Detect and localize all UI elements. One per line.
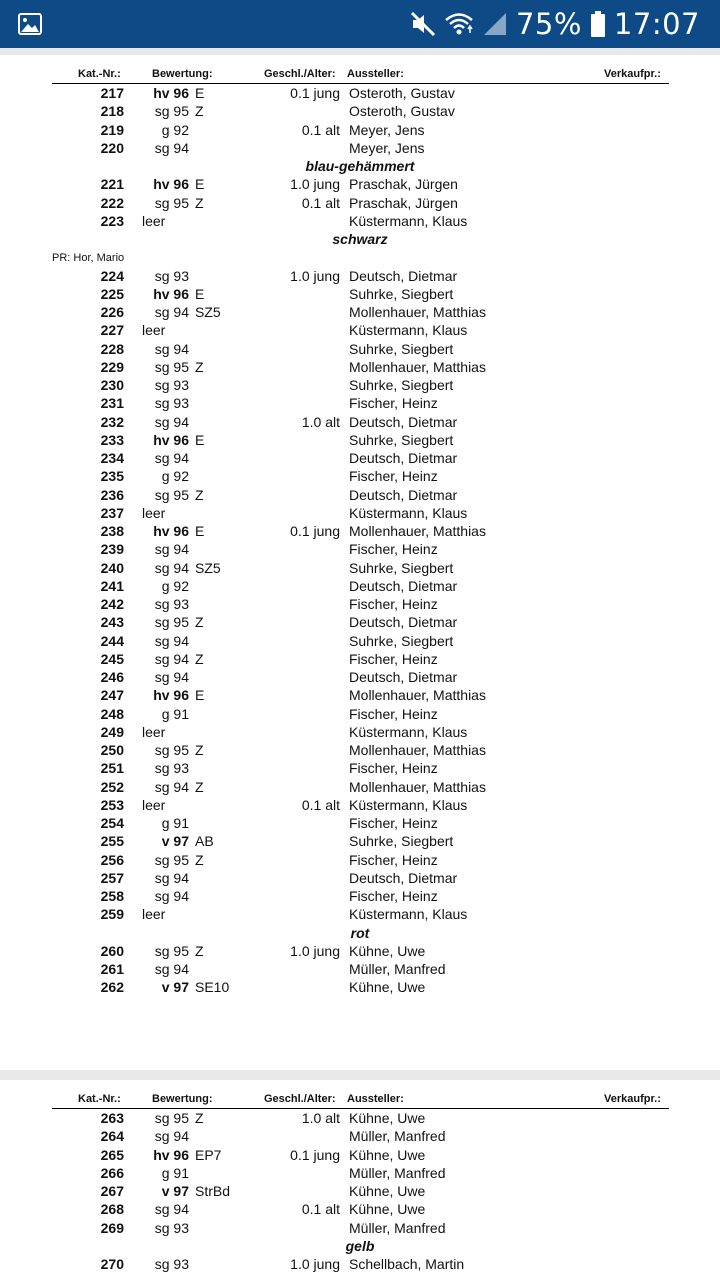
header-bewertung: Bewertung: (152, 68, 213, 80)
table-row (0, 887, 720, 905)
exhibitor-name: Praschak, Jürgen (349, 194, 458, 211)
catalog-number: 241 (100, 577, 124, 594)
table-header (0, 55, 720, 83)
rating: sg 94 (154, 669, 189, 685)
header-geschl-alter: Geschl./Alter: (264, 68, 336, 80)
rating: leer (142, 322, 166, 339)
exhibitor-name: Fischer, Heinz (349, 541, 438, 558)
table-row (0, 522, 720, 540)
catalog-number: 235 (100, 468, 124, 485)
rating: leer (142, 906, 166, 923)
exhibitor-name: Fischer, Heinz (349, 596, 438, 612)
table-row (0, 686, 720, 704)
exhibitor-name: Deutsch, Dietmar (349, 869, 458, 886)
rating: sg 94 (154, 340, 189, 357)
sex-age: 0.1 alt (301, 796, 340, 813)
table-row (0, 705, 720, 723)
award-code: Z (195, 194, 204, 211)
table-row (0, 1255, 720, 1273)
exhibitor-name: Praschak, Jürgen (349, 176, 458, 193)
header-aussteller: Aussteller: (347, 68, 404, 80)
award-code: SZ5 (195, 559, 221, 576)
rating: g 91 (161, 815, 189, 831)
award-code: E (195, 523, 205, 539)
catalog-number: 222 (100, 194, 124, 211)
table-row (0, 285, 720, 303)
sex-age: 0.1 jung (290, 523, 340, 539)
table-row (0, 978, 720, 996)
exhibitor-name: Fischer, Heinz (349, 760, 438, 777)
sex-age: 1.0 alt (301, 413, 340, 430)
exhibitor-name: Meyer, Jens (349, 121, 425, 138)
sex-age: 0.1 alt (301, 1201, 340, 1218)
header-aussteller: Aussteller: (347, 1093, 404, 1105)
award-code: AB (195, 833, 214, 850)
award-code: E (195, 85, 205, 101)
exhibitor-name: Suhrke, Siegbert (349, 833, 454, 850)
catalog-number: 234 (100, 450, 124, 466)
exhibitor-name: Fischer, Heinz (349, 851, 438, 868)
table-row (0, 102, 720, 120)
catalog-number: 240 (100, 559, 124, 576)
catalog-number: 264 (100, 1128, 124, 1145)
rating: v 97 (161, 833, 189, 850)
award-code: Z (195, 103, 204, 120)
table-row (0, 942, 720, 960)
catalog-number: 262 (100, 979, 124, 996)
exhibitor-name: Mollenhauer, Matthias (349, 358, 486, 375)
award-code: Z (195, 650, 204, 667)
battery-icon (590, 10, 606, 38)
judge-note (0, 248, 720, 266)
table-row (0, 467, 720, 485)
catalog-number: 218 (100, 103, 124, 120)
rating: sg 93 (154, 596, 189, 612)
rating: sg 93 (154, 760, 189, 777)
sex-age: 0.1 jung (290, 85, 340, 101)
catalog-number: 243 (100, 614, 124, 631)
catalog-number: 242 (100, 596, 124, 612)
catalog-number: 270 (100, 1256, 124, 1272)
rating: sg 94 (154, 961, 189, 977)
table-row (0, 832, 720, 850)
exhibitor-name: Mollenhauer, Matthias (349, 742, 486, 758)
exhibitor-name: Deutsch, Dietmar (349, 577, 458, 594)
exhibitor-name: Kühne, Uwe (349, 1110, 426, 1126)
award-code: Z (195, 778, 204, 795)
catalog-number: 259 (100, 906, 124, 923)
award-code: E (195, 687, 205, 704)
award-code: Z (195, 851, 204, 868)
header-verkaufpr: Verkaufpr.: (604, 1093, 661, 1105)
catalog-number: 226 (100, 304, 124, 320)
catalog-number: 245 (100, 650, 124, 667)
header-verkaufpr: Verkaufpr.: (604, 68, 661, 80)
rating: sg 95 (154, 103, 189, 120)
rating: sg 94 (154, 778, 189, 795)
catalog-number: 261 (100, 961, 124, 977)
catalog-number: 231 (100, 395, 124, 412)
sex-age: 1.0 jung (290, 267, 340, 284)
award-code: E (195, 176, 205, 193)
sex-age: 1.0 jung (290, 1256, 340, 1272)
table-row (0, 851, 720, 869)
table-row (0, 84, 720, 102)
table-row (0, 723, 720, 741)
catalog-list (0, 1109, 720, 1273)
rating: sg 95 (154, 194, 189, 211)
catalog-number: 247 (100, 687, 124, 704)
catalog-number: 239 (100, 541, 124, 558)
table-row (0, 577, 720, 595)
award-code: EP7 (195, 1146, 222, 1163)
wifi-icon (444, 11, 474, 37)
award-code: StrBd (195, 1183, 231, 1199)
color-section-heading (0, 924, 720, 942)
rating: g 92 (161, 577, 189, 594)
rating: sg 93 (154, 377, 189, 393)
exhibitor-name: Deutsch, Dietmar (349, 486, 458, 503)
exhibitor-name: Müller, Manfred (349, 1164, 446, 1181)
table-row (0, 175, 720, 193)
exhibitor-name: Küstermann, Klaus (349, 212, 468, 229)
rating: sg 94 (154, 450, 189, 466)
award-code: Z (195, 486, 204, 503)
table-row (0, 778, 720, 796)
color-section-heading (0, 157, 720, 175)
table-row (0, 759, 720, 777)
section-title: schwarz (332, 231, 388, 247)
exhibitor-name: Suhrke, Siegbert (349, 377, 454, 393)
exhibitor-name: Meyer, Jens (349, 139, 425, 156)
rating: sg 94 (154, 888, 189, 904)
table-row (0, 340, 720, 358)
table-row (0, 650, 720, 668)
rating: sg 95 (154, 614, 189, 631)
table-row (0, 668, 720, 686)
table-row (0, 194, 720, 212)
table-row (0, 121, 720, 139)
award-code: E (195, 431, 205, 448)
rating: sg 94 (154, 1128, 189, 1145)
exhibitor-name: Osteroth, Gustav (349, 85, 455, 101)
catalog-number: 250 (100, 742, 124, 758)
mute-icon (410, 11, 436, 37)
rating: sg 95 (154, 851, 189, 868)
catalog-number: 221 (100, 176, 124, 193)
exhibitor-name: Küstermann, Klaus (349, 723, 468, 740)
award-code: E (195, 285, 205, 302)
catalog-number: 244 (100, 632, 124, 649)
catalog-number: 230 (100, 377, 124, 393)
catalog-number: 265 (100, 1146, 124, 1163)
table-row (0, 358, 720, 376)
catalog-number: 229 (100, 358, 124, 375)
exhibitor-name: Fischer, Heinz (349, 468, 438, 485)
award-code: Z (195, 614, 204, 631)
sex-age: 1.0 jung (290, 176, 340, 193)
exhibitor-name: Suhrke, Siegbert (349, 285, 454, 302)
catalog-number: 225 (100, 285, 124, 302)
table-row (0, 1109, 720, 1127)
rating: sg 95 (154, 742, 189, 758)
table-row (0, 741, 720, 759)
table-row (0, 1219, 720, 1237)
exhibitor-name: Osteroth, Gustav (349, 103, 455, 120)
rating: sg 94 (154, 139, 189, 156)
catalog-number: 249 (100, 723, 124, 740)
battery-percent: 75% (515, 7, 582, 41)
catalog-number: 260 (100, 942, 124, 959)
exhibitor-name: Suhrke, Siegbert (349, 431, 454, 448)
table-row (0, 905, 720, 923)
rating: hv 96 (153, 176, 189, 193)
rating: g 92 (161, 468, 189, 485)
exhibitor-name: Kühne, Uwe (349, 1146, 426, 1163)
sex-age: 0.1 jung (290, 1146, 340, 1163)
award-code: Z (195, 1110, 204, 1126)
catalog-number: 267 (100, 1183, 124, 1199)
exhibitor-name: Deutsch, Dietmar (349, 614, 458, 631)
exhibitor-name: Müller, Manfred (349, 1219, 446, 1236)
rating: sg 94 (154, 1201, 189, 1218)
rating: sg 94 (154, 304, 189, 320)
exhibitor-name: Mollenhauer, Matthias (349, 523, 486, 539)
exhibitor-name: Suhrke, Siegbert (349, 340, 454, 357)
catalog-number: 255 (100, 833, 124, 850)
table-header (0, 1080, 720, 1108)
header-kat-nr: Kat.-Nr.: (78, 68, 121, 80)
table-row (0, 796, 720, 814)
header-kat-nr: Kat.-Nr.: (78, 1093, 121, 1105)
table-row (0, 267, 720, 285)
table-row (0, 394, 720, 412)
table-row (0, 1182, 720, 1200)
catalog-number: 256 (100, 851, 124, 868)
exhibitor-name: Deutsch, Dietmar (349, 413, 458, 430)
header-bewertung: Bewertung: (152, 1093, 213, 1105)
table-row (0, 960, 720, 978)
exhibitor-name: Suhrke, Siegbert (349, 559, 454, 576)
table-row (0, 869, 720, 887)
signal-icon (482, 11, 508, 37)
table-row (0, 376, 720, 394)
table-row (0, 449, 720, 467)
rating: sg 94 (154, 650, 189, 667)
award-code: Z (195, 742, 204, 758)
catalog-number: 257 (100, 869, 124, 886)
exhibitor-name: Mollenhauer, Matthias (349, 304, 486, 320)
rating: sg 93 (154, 1256, 189, 1272)
catalog-number: 269 (100, 1219, 124, 1236)
catalog-number: 233 (100, 431, 124, 448)
table-row (0, 504, 720, 522)
sex-age: 1.0 jung (290, 942, 340, 959)
table-row (0, 613, 720, 631)
table-row (0, 540, 720, 558)
catalog-number: 227 (100, 322, 124, 339)
header-geschl-alter: Geschl./Alter: (264, 1093, 336, 1105)
catalog-number: 246 (100, 669, 124, 685)
award-code: SE10 (195, 979, 230, 996)
exhibitor-name: Fischer, Heinz (349, 888, 438, 904)
award-code: Z (195, 358, 204, 375)
color-section-heading (0, 230, 720, 248)
table-row (0, 431, 720, 449)
table-row (0, 212, 720, 230)
catalog-number: 224 (100, 267, 124, 284)
exhibitor-name: Fischer, Heinz (349, 650, 438, 667)
rating: sg 93 (154, 1219, 189, 1236)
rating: sg 94 (154, 869, 189, 886)
table-row (0, 139, 720, 157)
exhibitor-name: Kühne, Uwe (349, 942, 426, 959)
catalog-number: 254 (100, 815, 124, 831)
table-row (0, 1146, 720, 1164)
status-bar (0, 0, 720, 48)
exhibitor-name: Küstermann, Klaus (349, 796, 468, 813)
rating: hv 96 (153, 1146, 189, 1163)
rating: sg 95 (154, 358, 189, 375)
catalog-number: 223 (100, 212, 124, 229)
catalog-list (0, 84, 720, 997)
catalog-number: 237 (100, 504, 124, 521)
exhibitor-name: Müller, Manfred (349, 1128, 446, 1145)
exhibitor-name: Mollenhauer, Matthias (349, 687, 486, 704)
rating: sg 94 (154, 559, 189, 576)
section-title: blau-gehämmert (305, 158, 415, 174)
rating: sg 95 (154, 942, 189, 959)
rating: leer (142, 212, 166, 229)
rating: sg 95 (154, 1110, 189, 1126)
catalog-number: 219 (100, 121, 124, 138)
rating: hv 96 (153, 687, 189, 704)
sex-age: 0.1 alt (301, 121, 340, 138)
rating: leer (142, 796, 166, 813)
rating: v 97 (161, 1183, 189, 1199)
catalog-number: 232 (100, 413, 124, 430)
document-page-2 (0, 1080, 720, 1280)
rating: g 92 (161, 121, 189, 138)
rating: sg 94 (154, 541, 189, 558)
catalog-number: 236 (100, 486, 124, 503)
catalog-number: 266 (100, 1164, 124, 1181)
catalog-number: 220 (100, 139, 124, 156)
exhibitor-name: Küstermann, Klaus (349, 322, 468, 339)
catalog-number: 253 (100, 796, 124, 813)
rating: g 91 (161, 705, 189, 722)
rating: sg 95 (154, 486, 189, 503)
rating: hv 96 (153, 431, 189, 448)
rating: hv 96 (153, 85, 189, 101)
exhibitor-name: Deutsch, Dietmar (349, 267, 458, 284)
rating: sg 94 (154, 632, 189, 649)
gallery-icon (18, 13, 42, 35)
rating: leer (142, 504, 166, 521)
award-code: Z (195, 942, 204, 959)
exhibitor-name: Fischer, Heinz (349, 395, 438, 412)
table-row (0, 1127, 720, 1145)
table-row (0, 814, 720, 832)
exhibitor-name: Deutsch, Dietmar (349, 669, 458, 685)
rating: g 91 (161, 1164, 189, 1181)
exhibitor-name: Mollenhauer, Matthias (349, 778, 486, 795)
catalog-number: 217 (100, 85, 124, 101)
catalog-number: 238 (100, 523, 124, 539)
table-row (0, 595, 720, 613)
sex-age: 0.1 alt (301, 194, 340, 211)
rating: sg 93 (154, 395, 189, 412)
exhibitor-name: Kühne, Uwe (349, 979, 426, 996)
table-row (0, 1164, 720, 1182)
table-row (0, 321, 720, 339)
clock: 17:07 (613, 7, 700, 41)
rating: hv 96 (153, 285, 189, 302)
rating: v 97 (161, 979, 189, 996)
exhibitor-name: Küstermann, Klaus (349, 906, 468, 923)
table-row (0, 486, 720, 504)
document-page-1 (0, 55, 720, 1070)
catalog-number: 248 (100, 705, 124, 722)
table-row (0, 1200, 720, 1218)
table-row (0, 559, 720, 577)
rating: sg 94 (154, 413, 189, 430)
exhibitor-name: Schellbach, Martin (349, 1256, 465, 1272)
table-row (0, 413, 720, 431)
catalog-number: 263 (100, 1110, 124, 1126)
catalog-number: 258 (100, 888, 124, 904)
color-section-heading (0, 1237, 720, 1255)
section-title: gelb (345, 1237, 375, 1254)
sex-age: 1.0 alt (301, 1110, 340, 1126)
exhibitor-name: Kühne, Uwe (349, 1183, 426, 1199)
exhibitor-name: Suhrke, Siegbert (349, 632, 454, 649)
section-title: rot (350, 924, 370, 941)
exhibitor-name: Kühne, Uwe (349, 1201, 426, 1218)
exhibitor-name: Fischer, Heinz (349, 705, 438, 722)
catalog-number: 252 (100, 778, 124, 795)
exhibitor-name: Küstermann, Klaus (349, 504, 468, 521)
exhibitor-name: Müller, Manfred (349, 961, 446, 977)
exhibitor-name: Deutsch, Dietmar (349, 450, 458, 466)
exhibitor-name: Fischer, Heinz (349, 815, 438, 831)
rating: hv 96 (153, 523, 189, 539)
table-row (0, 303, 720, 321)
award-code: SZ5 (195, 304, 221, 320)
catalog-number: 268 (100, 1201, 124, 1218)
catalog-number: 251 (100, 760, 124, 777)
catalog-number: 228 (100, 340, 124, 357)
judge-note-text: PR: Hor, Mario (52, 252, 125, 265)
table-row (0, 632, 720, 650)
rating: sg 93 (154, 267, 189, 284)
rating: leer (142, 723, 166, 740)
